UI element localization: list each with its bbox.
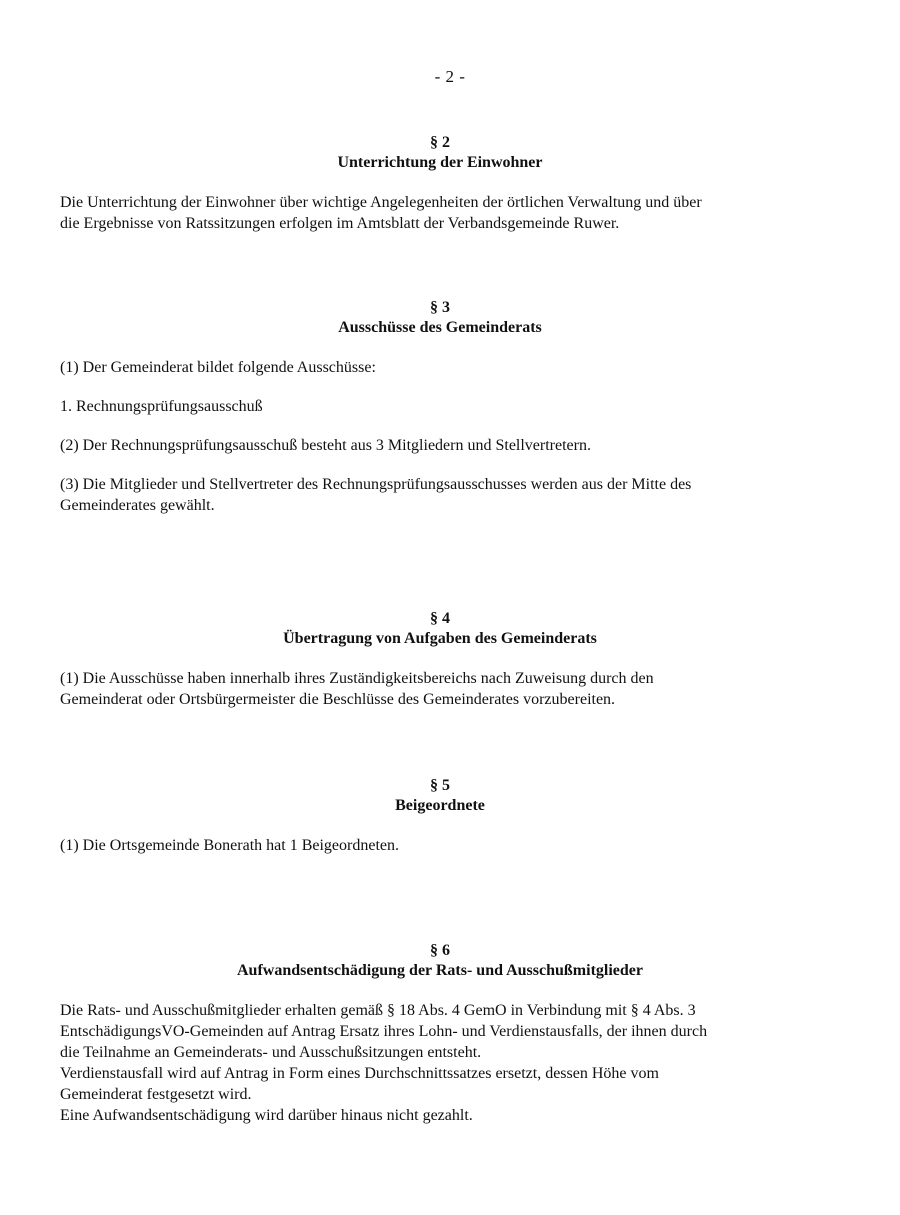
page-number: - 2 - [434,67,466,86]
section-title: Ausschüsse des Gemeinderats [338,319,542,336]
section-title: Beigeordnete [395,797,485,814]
paragraph-line: Die Unterrichtung der Einwohner über wichtige Angelegenheiten der örtlichen Verwaltung und über [60,194,702,211]
paragraph-line: (1) Die Ortsgemeinde Bonerath hat 1 Beigeordneten. [60,837,399,854]
section-number: § 6 [430,942,450,959]
paragraph-line: die Teilnahme an Gemeinderats- und Ausschußsitzungen entsteht. [60,1044,482,1061]
paragraph-line: Gemeinderates gewählt. [60,497,215,514]
paragraph-line: Die Rats- und Ausschußmitglieder erhalten gemäß § 18 Abs. 4 GemO in Verbindung mit § 4 Abs. 3 [60,1002,696,1019]
paragraph-line: Verdienstausfall wird auf Antrag in Form eines Durchschnittssatzes ersetzt, dessen Höhe vom [60,1065,659,1082]
section-number: § 4 [430,610,450,627]
section-6 [60,941,820,1126]
paragraph-line: (2) Der Rechnungsprüfungsausschuß besteht aus 3 Mitgliedern und Stellvertretern. [60,437,591,454]
section-number: § 3 [430,299,450,316]
paragraph-line: Eine Aufwandsentschädigung wird darüber hinaus nicht gezahlt. [60,1107,473,1124]
section-5 [60,776,820,856]
section-title: Übertragung von Aufgaben des Gemeinderats [283,630,597,647]
section-title: Unterrichtung der Einwohner [337,154,543,171]
section-4 [60,609,820,710]
paragraph-line: (1) Der Gemeinderat bildet folgende Ausschüsse: [60,359,376,376]
section-2 [60,133,820,234]
paragraph-line: die Ergebnisse von Ratssitzungen erfolgen im Amtsblatt der Verbandsgemeinde Ruwer. [60,215,620,232]
paragraph-line: Gemeinderat oder Ortsbürgermeister die Beschlüsse des Gemeinderates vorzubereiten. [60,691,616,708]
list-item: 1. Rechnungsprüfungsausschuß [60,398,263,415]
section-number: § 5 [430,777,450,794]
paragraph-line: (1) Die Ausschüsse haben innerhalb ihres Zuständigkeitsbereichs nach Zuweisung durch den [60,670,654,687]
paragraph-line: (3) Die Mitglieder und Stellvertreter des Rechnungsprüfungsausschusses werden aus der Mitte des [60,476,692,493]
section-3 [60,298,820,516]
section-title: Aufwandsentschädigung der Rats- und Ausschußmitglieder [236,962,643,979]
paragraph-line: Gemeinderat festgesetzt wird. [60,1086,252,1103]
section-number: § 2 [430,134,450,151]
paragraph-line: EntschädigungsVO-Gemeinden auf Antrag Ersatz ihres Lohn- und Verdienstausfalls, der ihnen durch [60,1023,708,1040]
